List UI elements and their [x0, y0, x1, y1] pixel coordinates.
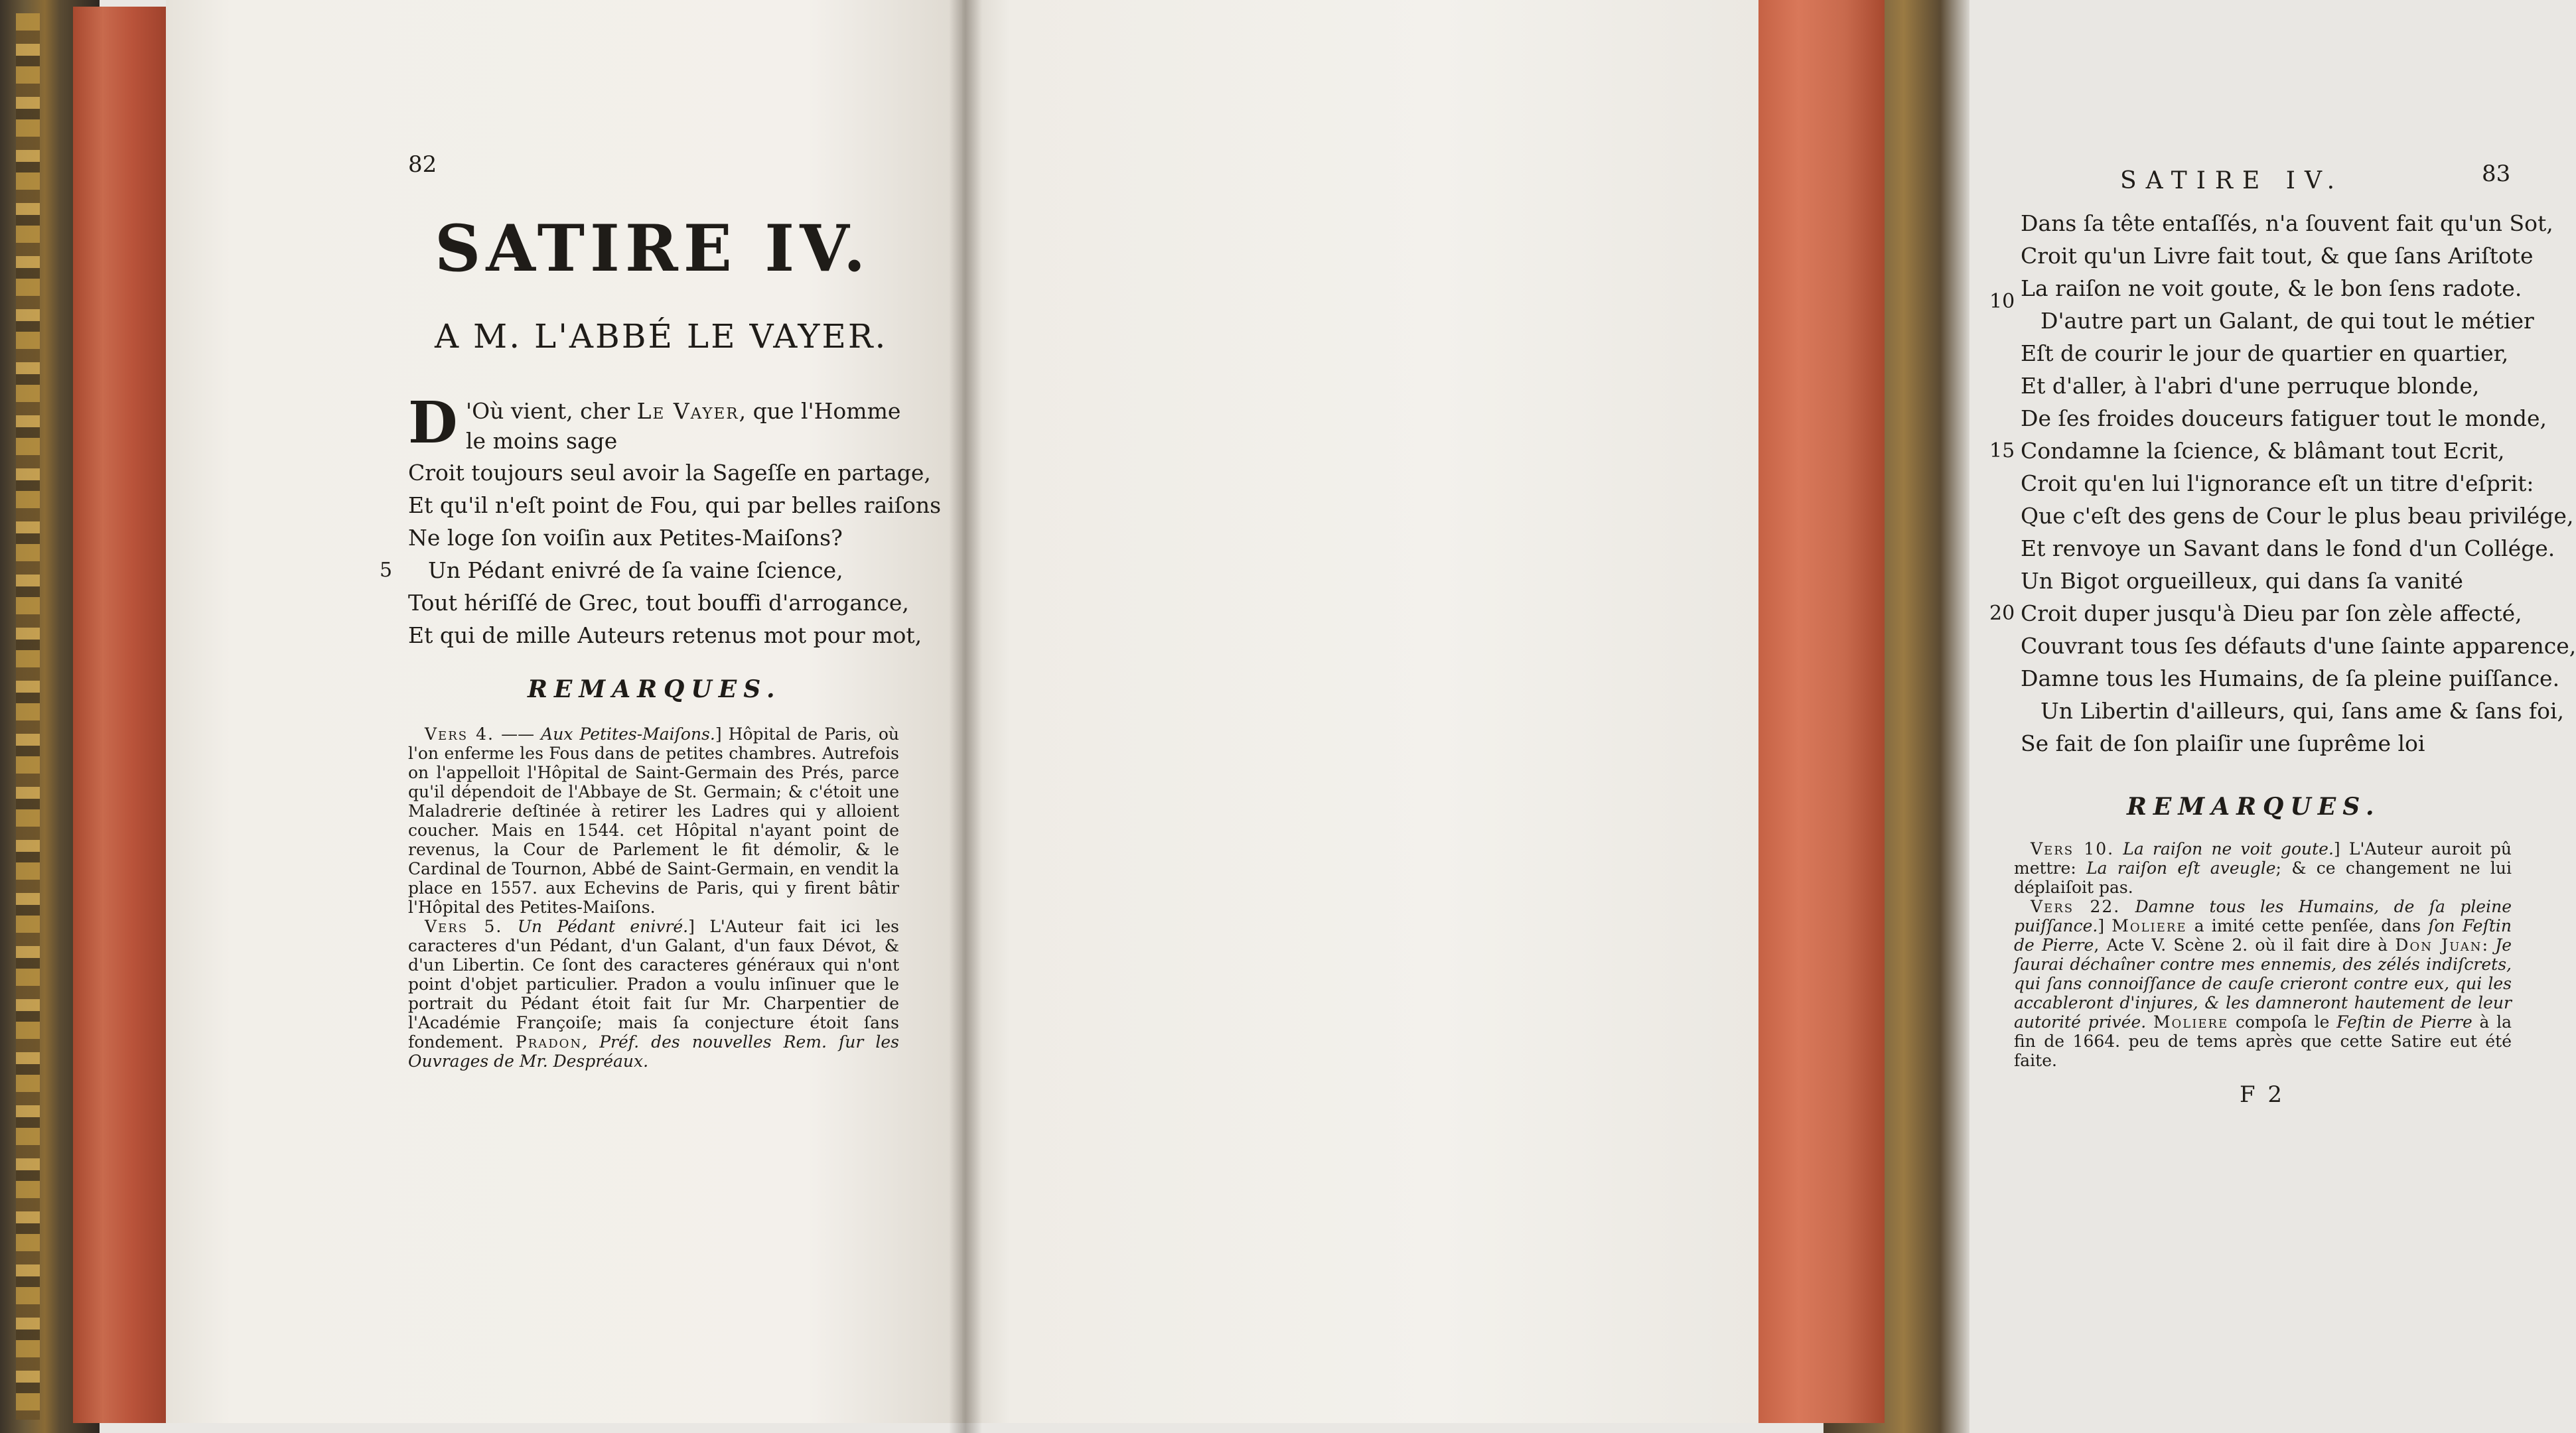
- verse-line: Ne loge ſon voiſin aux Petites-Maiſons?: [408, 525, 843, 551]
- verse-line: Croit toujours seul avoir la Sageſſe en partage,: [408, 460, 931, 486]
- verse-line: Tout hériſſé de Grec, tout bouffi d'arrogance,: [408, 590, 909, 616]
- left-page-number: 82: [408, 151, 437, 178]
- note-quote: Damne tous les Humains, de ſa pleine puiſſance.: [2014, 897, 2512, 935]
- verse-line: Eſt de courir le jour de quartier en quartier,: [2021, 340, 2509, 366]
- note-vers-5: [408, 917, 899, 1071]
- line-number-15: 15: [1989, 439, 2015, 462]
- dedication-subtitle: A M. L'ABBÉ LE VAYER.: [435, 317, 888, 356]
- verse-line: Dans ſa tête entaſſés, n'a ſouvent fait qu'un Sot,: [2021, 210, 2553, 236]
- note-quote: Un Pédant enivré.: [517, 917, 689, 936]
- line-number-5: 5: [380, 559, 393, 582]
- note-name: Pradon: [515, 1032, 583, 1052]
- right-notes: [2014, 839, 2512, 1070]
- verse-line: Que c'eſt des gens de Cour le plus beau privilége,: [2021, 503, 2574, 529]
- note-dash: ——: [501, 724, 535, 744]
- verse-line-1-name: Le Vayer: [636, 398, 739, 424]
- book-gutter-shadow: [949, 0, 982, 1433]
- line-number-20: 20: [1989, 602, 2015, 625]
- verse-line: Croit qu'en lui l'ignorance eſt un titre d'eſprit:: [2021, 470, 2534, 496]
- verse-line: Et qu'il n'eſt point de Fou, qui par belles raiſons: [408, 492, 942, 518]
- verse-line-2: le moins sage: [466, 428, 618, 454]
- verse-line: La raiſon ne voit goute, & le bon ſens radote.: [2021, 275, 2522, 301]
- left-page: [166, 0, 969, 1423]
- right-page-number: 83: [2482, 161, 2511, 187]
- verse-line: Un Libertin d'ailleurs, qui, ſans ame & ſans foi,: [2040, 698, 2565, 724]
- verse-line: Damne tous les Humains, de ſa pleine puiſſance.: [2021, 665, 2560, 691]
- verse-line: Et d'aller, à l'abri d'une perruque blonde,: [2021, 373, 2480, 399]
- verse-line: Et renvoye un Savant dans le fond d'un Collége.: [2021, 535, 2555, 561]
- note-label: Vers 4.: [425, 724, 495, 744]
- note-text: à la fin de 1664. peu de tems après que cette Satire eut été faite.: [2014, 1012, 2512, 1070]
- left-gilt-spine: [16, 13, 40, 1420]
- note-text: :: [2482, 935, 2496, 955]
- note-name: Don Juan: [2395, 935, 2482, 955]
- verse-line-1-start: 'Où vient, cher: [466, 398, 637, 424]
- note-quote: La raiſon ne voit goute.: [2123, 839, 2334, 858]
- right-red-page-edges: [1752, 0, 1885, 1423]
- left-notes: [408, 724, 899, 1071]
- note-label: Vers 10.: [2031, 839, 2115, 858]
- drop-cap: D: [408, 389, 458, 456]
- note-text: a imité cette penſée, dans: [2186, 916, 2429, 935]
- verse-line-1-end: , que l'Homme: [739, 398, 901, 424]
- gathering-signature: F 2: [2240, 1081, 2285, 1108]
- note-title: Feſtin de Pierre: [2336, 1012, 2472, 1032]
- note-vers-4: [408, 724, 899, 917]
- note-citation: Je ſaurai déchaîner contre mes ennemis, des zélés indiſcrets, qui ſans connoiſſance de cauſe crieront contre eux, qui les accableront d'injures, & les damneront hautement de leur autorité privée.: [2014, 935, 2512, 1032]
- note-vers-10: [2014, 839, 2512, 897]
- note-reference: , Préf. des nouvelles Rem. ſur les Ouvrages de Mr. Despréaux.: [408, 1032, 899, 1071]
- note-label: Vers 22.: [2031, 897, 2121, 916]
- note-quote: La raiſon eſt aveugle: [2086, 858, 2276, 878]
- note-text: ] L'Auteur fait ici les caracteres d'un Pédant, d'un Galant, d'un faux Dévot, & d'un Libertin. Ce ſont des caracteres généraux qui n'ont point d'objet particulier. Pradon a voulu inſinuer que le portrait du Pédant étoit fait ſur Mr. Charpentier de l'Académie Françoiſe; mais ſa conjecture étoit ſans fondement.: [408, 917, 899, 1052]
- note-title: ſon Feſtin de Pierre: [2014, 916, 2512, 955]
- verse-line: Un Pédant enivré de ſa vaine ſcience,: [428, 557, 843, 583]
- verse-line: De ſes froides douceurs fatiguer tout le monde,: [2021, 405, 2547, 431]
- satire-title: SATIRE IV.: [435, 211, 871, 286]
- verse-line: Condamne la ſcience, & blâmant tout Ecrit,: [2021, 438, 2505, 464]
- right-page: [962, 0, 2576, 1423]
- verse-line: Croit qu'un Livre fait tout, & que ſans Ariſtote: [2021, 243, 2534, 269]
- note-text: ] Hôpital de Paris, où l'on enferme les Fous dans de petites chambres. Autrefois on l'appelloit l'Hôpital de Saint-Germain des Prés, parce qu'il dépendoit de l'Abbaye de St. Germain; & c'étoit une Maladrerie deſtinée à retirer les Ladres qui y alloient coucher. Mais en 1544. cet Hôpital n'ayant point de revenus, la Cour de Parlement le fit démolir, & le Cardinal de Tournon, Abbé de Saint-Germain, en vendit la place en 1557. aux Echevins de Paris, qui y firent bâtir l'Hôpital des Petites-Maiſons.: [408, 724, 899, 917]
- note-label: Vers 5.: [425, 917, 503, 936]
- note-text: , Acte V. Scène 2. où il fait dire à: [2094, 935, 2396, 955]
- note-text: ; & ce changement ne lui déplaiſoit pas.: [2014, 858, 2512, 897]
- verse-line: Un Bigot orgueilleux, qui dans ſa vanité: [2021, 568, 2463, 594]
- note-name: Moliere: [2153, 1012, 2229, 1032]
- note-quote: Aux Petites-Maiſons.: [541, 724, 715, 744]
- running-head: SATIRE IV.: [2120, 167, 2344, 194]
- note-vers-22: [2014, 897, 2512, 1070]
- remarques-heading-right: REMARQUES.: [2127, 793, 2381, 821]
- verse-line: D'autre part un Galant, de qui tout le métier: [2040, 308, 2534, 334]
- left-red-page-edges: [73, 7, 173, 1423]
- note-name: Moliere: [2111, 916, 2187, 935]
- line-number-10: 10: [1989, 290, 2015, 313]
- verse-line: Couvrant tous ſes défauts d'une ſainte apparence,: [2021, 633, 2576, 659]
- verse-line: Et qui de mille Auteurs retenus mot pour mot,: [408, 622, 922, 648]
- remarques-heading-left: REMARQUES.: [528, 675, 782, 703]
- verse-line-1: [466, 395, 900, 428]
- note-text: ]: [2098, 916, 2112, 935]
- verse-line: Se fait de ſon plaiſir une ſuprême loi: [2021, 730, 2425, 756]
- note-text: ] L'Auteur auroit pû mettre:: [2014, 839, 2512, 878]
- note-text: compoſa le: [2228, 1012, 2337, 1032]
- verse-line: Croit duper jusqu'à Dieu par ſon zèle affecté,: [2021, 600, 2522, 626]
